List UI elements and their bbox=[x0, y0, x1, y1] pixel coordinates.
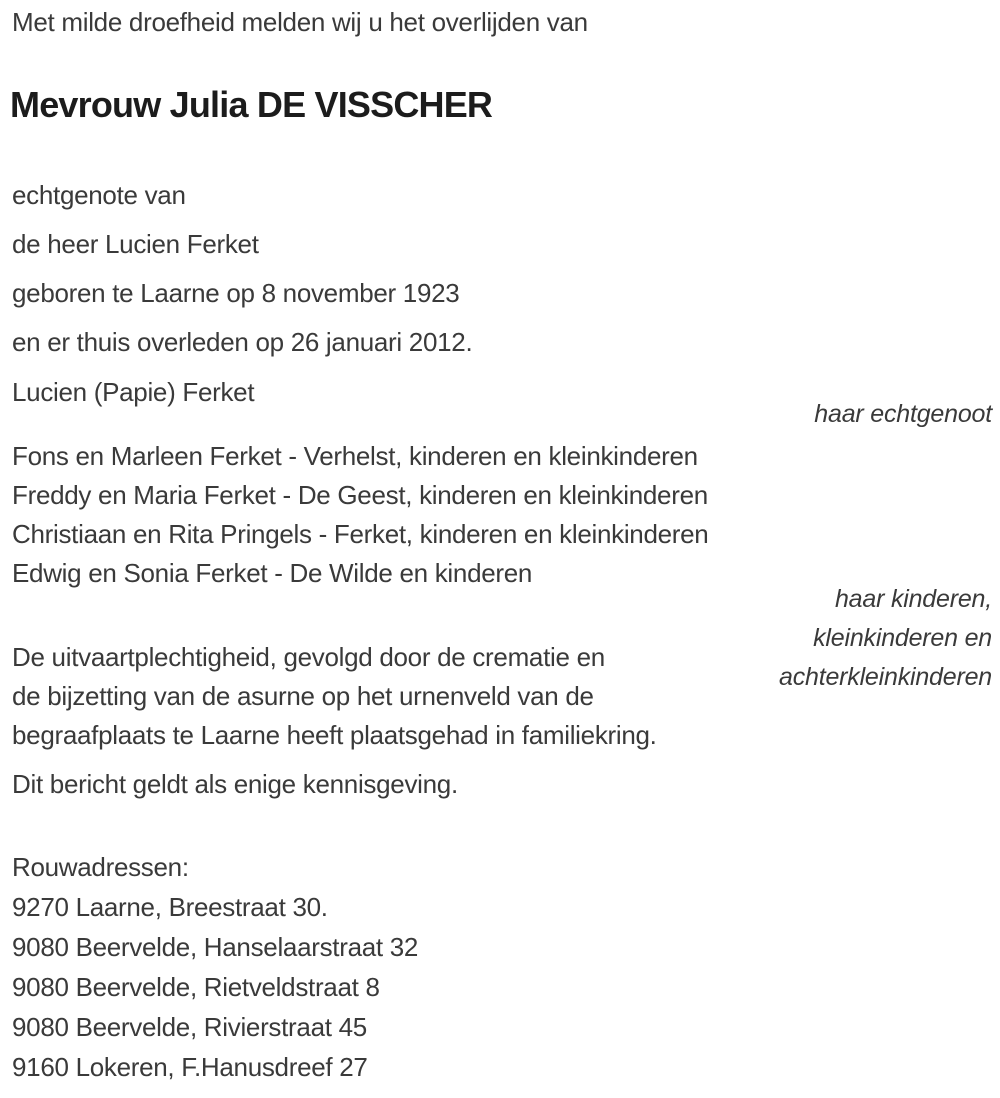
children-relation-line: kleinkinderen en bbox=[813, 624, 992, 652]
spouse-relation-label: haar echtgenoot bbox=[814, 400, 992, 428]
ceremony-line: begraafplaats te Laarne heeft plaatsgehad in familiekring. bbox=[12, 720, 657, 750]
child-family-line: Freddy en Maria Ferket - De Geest, kinderen en kleinkinderen bbox=[12, 480, 708, 510]
birth-line: geboren te Laarne op 8 november 1923 bbox=[12, 278, 460, 308]
address-line: 9080 Beervelde, Rietveldstraat 8 bbox=[12, 972, 380, 1002]
child-family-line: Fons en Marleen Ferket - Verhelst, kinderen en kleinkinderen bbox=[12, 441, 698, 471]
children-relation-line: haar kinderen, bbox=[834, 585, 992, 613]
ceremony-line: de bijzetting van de asurne op het urnenveld van de bbox=[12, 681, 594, 711]
children-relation-line: achterkleinkinderen bbox=[779, 663, 992, 691]
spouse-name: Lucien (Papie) Ferket bbox=[12, 377, 255, 407]
notice-line: Dit bericht geldt als enige kennisgeving. bbox=[12, 769, 458, 799]
relation-line: de heer Lucien Ferket bbox=[12, 229, 259, 259]
intro-line: Met milde droefheid melden wij u het overlijden van bbox=[12, 7, 588, 37]
address-line: 9160 Lokeren, F.Hanusdreef 27 bbox=[12, 1052, 368, 1082]
address-line: 9080 Beervelde, Hanselaarstraat 32 bbox=[12, 932, 419, 962]
death-line: en er thuis overleden op 26 januari 2012. bbox=[12, 327, 473, 357]
address-line: 9270 Laarne, Breestraat 30. bbox=[12, 892, 328, 922]
child-family-line: Edwig en Sonia Ferket - De Wilde en kinderen bbox=[12, 558, 533, 588]
addresses-heading: Rouwadressen: bbox=[12, 852, 189, 882]
ceremony-line: De uitvaartplechtigheid, gevolgd door de crematie en bbox=[12, 642, 605, 672]
address-line: 9080 Beervelde, Rivierstraat 45 bbox=[12, 1012, 367, 1042]
child-family-line: Christiaan en Rita Pringels - Ferket, kinderen en kleinkinderen bbox=[12, 519, 709, 549]
relation-line: echtgenote van bbox=[12, 180, 186, 210]
relation-block bbox=[12, 171, 472, 367]
ceremony-paragraph bbox=[12, 638, 657, 755]
children-block bbox=[12, 437, 708, 593]
mourning-addresses-block bbox=[12, 847, 418, 1087]
deceased-name-title: Mevrouw Julia DE VISSCHER bbox=[10, 84, 493, 125]
children-relation-block bbox=[779, 580, 992, 697]
